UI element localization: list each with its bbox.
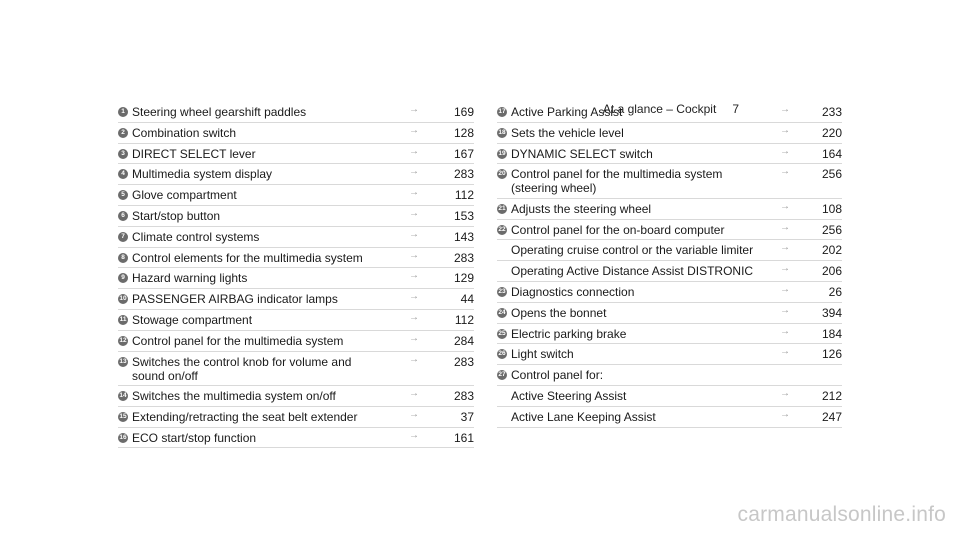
- legend-row: [118, 123, 474, 144]
- item-number-badge: 23: [498, 287, 506, 295]
- page-reference-link[interactable]: 283: [453, 167, 474, 182]
- item-number-badge: 20: [498, 170, 506, 178]
- page-reference-arrow-icon: →: [409, 249, 419, 261]
- page-reference-arrow-icon: →: [409, 408, 419, 420]
- section-title: At a glance – Cockpit: [602, 102, 717, 116]
- item-number-badge: 26: [498, 350, 506, 358]
- legend-row: [118, 206, 474, 227]
- page-reference-link[interactable]: 206: [821, 264, 842, 279]
- page-reference-link[interactable]: 37: [460, 409, 474, 424]
- legend-row: [497, 240, 842, 261]
- legend-row: [118, 102, 474, 123]
- item-number-badge: 12: [119, 336, 127, 344]
- item-label: Combination switch: [132, 125, 237, 140]
- page-reference-arrow-icon: →: [780, 145, 790, 157]
- legend-row: [118, 268, 474, 289]
- page-reference-arrow-icon: →: [780, 200, 790, 212]
- item-number-badge: 21: [498, 204, 506, 212]
- item-label: Electric parking brake: [511, 326, 627, 341]
- item-label: Start/stop button: [132, 208, 221, 223]
- legend-row: [118, 289, 474, 310]
- legend-row: [497, 144, 842, 165]
- item-label: Control panel for:: [511, 368, 604, 383]
- legend-row: [118, 227, 474, 248]
- legend-row: [118, 144, 474, 165]
- item-number-badge: 1: [118, 107, 128, 117]
- page-reference-link[interactable]: 283: [453, 250, 474, 265]
- page-reference-link[interactable]: 212: [821, 388, 842, 403]
- item-label: Glove compartment: [132, 188, 237, 203]
- item-label: Control elements for the multimedia system: [132, 250, 363, 265]
- item-number-badge: 11: [119, 315, 127, 323]
- page-reference-link[interactable]: 247: [821, 409, 842, 424]
- legend-row: [118, 352, 474, 386]
- page-reference-link[interactable]: 126: [821, 347, 842, 362]
- item-number-badge: 2: [118, 128, 128, 138]
- page-number: 7: [732, 102, 739, 116]
- page-reference-arrow-icon: →: [409, 311, 419, 323]
- page-reference-arrow-icon: →: [780, 242, 790, 254]
- page-reference-link[interactable]: 129: [453, 271, 474, 286]
- item-number-badge: 8: [118, 253, 128, 263]
- page-reference-link[interactable]: 108: [821, 201, 842, 216]
- page-reference-link[interactable]: 164: [821, 146, 842, 161]
- item-number-badge: 17: [498, 108, 506, 115]
- item-number-badge: 22: [498, 225, 506, 233]
- item-label: ECO start/stop function: [132, 430, 257, 445]
- item-number-badge: 13: [119, 357, 127, 365]
- page-reference-link[interactable]: 44: [460, 292, 474, 307]
- page-reference-link[interactable]: 394: [821, 305, 842, 320]
- legend-row: [118, 164, 474, 185]
- legend-row: [497, 199, 842, 220]
- page-reference-link[interactable]: 112: [454, 312, 474, 327]
- page-reference-arrow-icon: →: [409, 187, 419, 199]
- item-label: Extending/retracting the seat belt extender: [132, 409, 358, 424]
- item-label: Hazard warning lights: [132, 271, 248, 286]
- legend-row: [118, 428, 474, 449]
- page-reference-link[interactable]: 283: [453, 388, 474, 403]
- page-reference-arrow-icon: →: [780, 283, 790, 295]
- legend-row: [497, 220, 842, 241]
- page-reference-arrow-icon: →: [409, 124, 419, 136]
- item-label: PASSENGER AIRBAG indicator lamps: [132, 292, 338, 307]
- item-number-badge: 24: [498, 308, 506, 316]
- item-number-badge: 4: [118, 169, 128, 179]
- legend-row: [497, 164, 842, 198]
- page-reference-arrow-icon: →: [780, 124, 790, 136]
- page-reference-link[interactable]: 184: [821, 326, 842, 341]
- page-reference-arrow-icon: →: [780, 325, 790, 337]
- legend-row: [497, 123, 842, 144]
- item-number-badge: 18: [498, 128, 506, 136]
- legend-row: [118, 331, 474, 352]
- page-reference-arrow-icon: →: [409, 291, 419, 303]
- page-reference-arrow-icon: →: [409, 353, 419, 365]
- item-label: Active Parking Assist: [511, 105, 623, 119]
- legend-row: [497, 344, 842, 365]
- page-reference-arrow-icon: →: [409, 332, 419, 344]
- item-label: DIRECT SELECT lever: [132, 146, 256, 161]
- legend-row: [118, 386, 474, 407]
- item-number-badge: 9: [118, 273, 128, 283]
- legend-row: [497, 386, 842, 407]
- page-reference-arrow-icon: →: [780, 387, 790, 399]
- item-label: Opens the bonnet: [511, 305, 607, 320]
- page-reference-arrow-icon: →: [780, 221, 790, 233]
- legend-row: [497, 261, 842, 282]
- item-label: Adjusts the steering wheel: [511, 201, 652, 216]
- item-label: DYNAMIC SELECT switch: [511, 146, 653, 161]
- page-reference-link[interactable]: 284: [453, 333, 474, 348]
- item-label: Switches the multimedia system on/off: [132, 388, 336, 403]
- legend-row: [497, 324, 842, 345]
- item-number-badge: 14: [119, 391, 127, 399]
- item-number-badge: 15: [119, 412, 127, 420]
- item-label: Switches the control knob for volume and sound on/off: [132, 354, 352, 383]
- item-number-badge: 3: [118, 149, 128, 159]
- item-label: Control panel for the multimedia system (steering wheel): [511, 167, 723, 196]
- page-reference-link[interactable]: 153: [453, 208, 474, 223]
- page-reference-arrow-icon: →: [409, 387, 419, 399]
- watermark: carmanualsonline.info: [737, 503, 946, 526]
- page-reference-arrow-icon: →: [409, 429, 419, 441]
- page-reference-arrow-icon: →: [409, 145, 419, 157]
- legend-row: [118, 310, 474, 331]
- page-reference-link[interactable]: 128: [453, 125, 474, 140]
- legend-row: [497, 407, 842, 428]
- page-reference-arrow-icon: →: [409, 228, 419, 240]
- item-label: Active Lane Keeping Assist: [511, 409, 656, 424]
- page-reference-link[interactable]: 161: [453, 430, 474, 445]
- item-label: Stowage compartment: [132, 312, 253, 327]
- legend-row: [497, 303, 842, 324]
- page-reference-link[interactable]: 202: [821, 243, 842, 258]
- page-reference-arrow-icon: →: [780, 263, 790, 275]
- page-reference-link[interactable]: 233: [821, 105, 842, 119]
- page-reference-arrow-icon: →: [780, 104, 790, 115]
- page-reference-arrow-icon: →: [780, 408, 790, 420]
- right-legend-column: [497, 102, 842, 428]
- page-reference-arrow-icon: →: [780, 346, 790, 358]
- item-label: Control panel for the multimedia system: [132, 333, 344, 348]
- item-number-badge: 6: [118, 211, 128, 221]
- page-reference-arrow-icon: →: [409, 207, 419, 219]
- item-label: Diagnostics connection: [511, 284, 635, 299]
- page-reference-link[interactable]: 256: [821, 167, 842, 182]
- page-reference-link[interactable]: 220: [821, 125, 842, 140]
- item-label: Climate control systems: [132, 229, 260, 244]
- legend-row: [118, 407, 474, 428]
- item-number-badge: 25: [498, 329, 506, 337]
- left-legend-column: [118, 102, 474, 448]
- item-label: Steering wheel gearshift paddles: [132, 105, 307, 119]
- legend-row: [497, 365, 842, 386]
- legend-row: [118, 248, 474, 269]
- page-reference-link[interactable]: 283: [453, 354, 474, 369]
- item-label: Operating cruise control or the variable limiter: [511, 243, 754, 258]
- page-reference-link[interactable]: 112: [454, 188, 474, 203]
- item-number-badge: 27: [498, 371, 506, 379]
- legend-row: [118, 185, 474, 206]
- item-label: Operating Active Distance Assist DISTRONIC: [511, 264, 754, 279]
- item-label: Control panel for the on-board computer: [511, 222, 725, 237]
- page-reference-link[interactable]: 169: [453, 105, 474, 119]
- page-reference-link[interactable]: 26: [828, 284, 842, 299]
- item-label: Sets the vehicle level: [511, 125, 624, 140]
- item-number-badge: 19: [498, 149, 506, 157]
- item-number-badge: 7: [118, 232, 128, 242]
- page-reference-arrow-icon: →: [780, 304, 790, 316]
- page-reference-arrow-icon: →: [409, 270, 419, 282]
- item-number-badge: 10: [119, 295, 127, 303]
- page-reference-link[interactable]: 256: [821, 222, 842, 237]
- page-reference-arrow-icon: →: [409, 166, 419, 178]
- page-reference-link[interactable]: 167: [453, 146, 474, 161]
- item-number-badge: 5: [118, 190, 128, 200]
- page-reference-arrow-icon: →: [409, 104, 419, 115]
- legend-row: [497, 282, 842, 303]
- item-number-badge: 16: [119, 433, 127, 441]
- legend-row: [497, 102, 842, 123]
- item-label: Multimedia system display: [132, 167, 273, 182]
- page-reference-arrow-icon: →: [780, 166, 790, 178]
- item-label: Light switch: [511, 347, 574, 362]
- item-label: Active Steering Assist: [511, 388, 627, 403]
- page-reference-link[interactable]: 143: [453, 229, 474, 244]
